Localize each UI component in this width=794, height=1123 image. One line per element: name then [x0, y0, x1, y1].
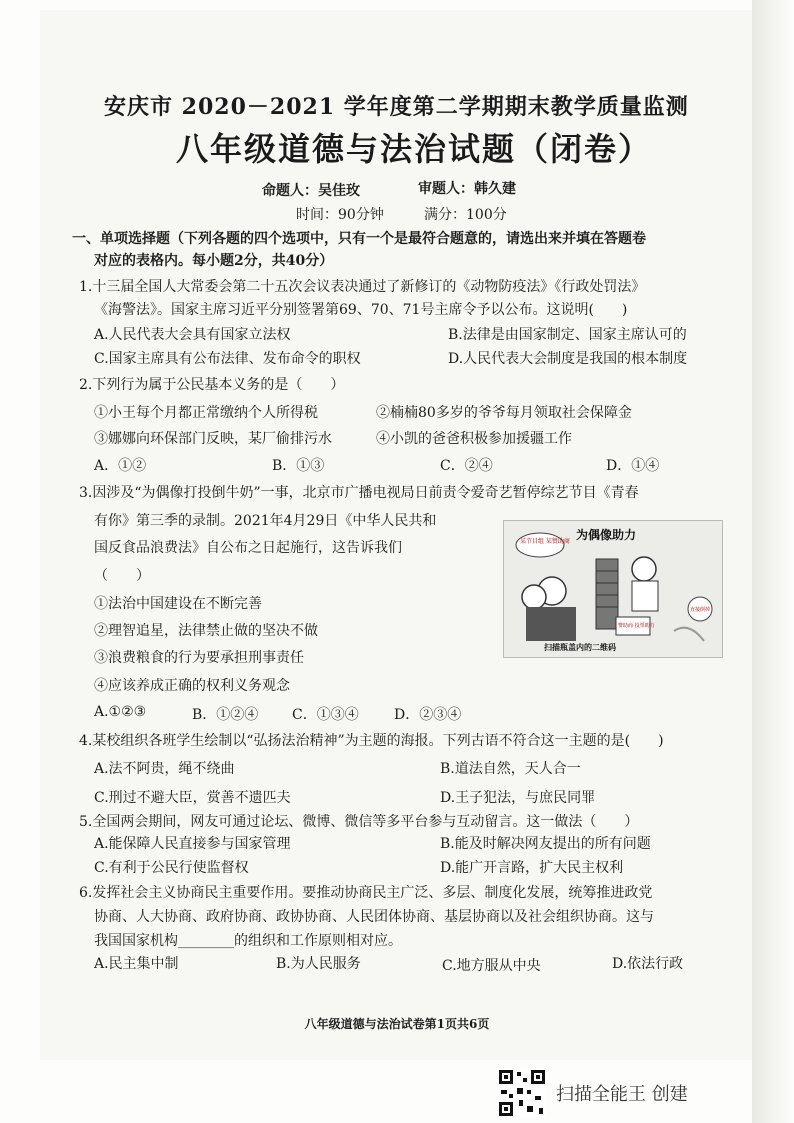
- q2-statement-1: ①小王每个月都正常缴纳个人所得税: [94, 405, 318, 421]
- q1-option-c: C.国家主席具有公布法律、发布命令的职权: [94, 351, 361, 367]
- q1-stem-line2: 《海警法》。国家主席习近平分别签署第69、70、71号主席令予以公布。这说明( ): [94, 302, 628, 318]
- q6-option-a: A.民主集中制: [94, 956, 179, 972]
- cartoon-bubble-1: 某节目组 某赞助商: [520, 538, 570, 545]
- q6-option-b: B.为人民服务: [276, 956, 361, 972]
- section-heading-cont: 对应的表格内。每小题2分，共40分）: [94, 253, 334, 269]
- q3-cartoon: [503, 520, 723, 658]
- q2-statement-4: ④小凯的爸爸积极参加援疆工作: [376, 431, 572, 447]
- q3-statement-4: ④应该养成正确的权利义务观念: [94, 678, 290, 694]
- q3-stem-line1: 3.因涉及“为偶像打投倒牛奶”一事，北京市广播电视局日前责令爱奇艺暂停综艺节目《青春: [79, 485, 639, 501]
- q3-option-a: A.①②③: [94, 704, 147, 720]
- q6-stem-line1: 6.发挥社会主义协商民主重要作用。要推动协商民主广泛、多层、制度化发展，统筹推进政党: [79, 885, 653, 901]
- q2-option-d: D．①④: [606, 458, 660, 474]
- cartoon-caption: 扫描瓶盖内的二维码: [544, 643, 616, 652]
- q3-statement-1: ①法治中国建设在不断完善: [94, 596, 262, 612]
- q6-stem-line3: 我国国家机构________的组织和工作原则相对应。: [94, 933, 402, 949]
- q1-stem-line1: 1.十三届全国人大常委会第二十五次会议表决通过了新修订的《动物防疫法》《行政处罚法》: [79, 279, 646, 295]
- section-heading: 一、单项选择题（下列各题的四个选项中，只有一个是最符合题意的，请选出来并填在答题卷: [72, 231, 646, 247]
- q3-statement-2: ②理智追星，法律禁止做的坚决不做: [94, 623, 318, 639]
- q6-stem-line2: 协商、人大协商、政府协商、政协协商、人民团体协商、基层协商以及社会组织协商。这与: [94, 909, 654, 925]
- scanner-watermark: 扫描全能王 创建: [556, 1084, 688, 1105]
- exam-time: 时间：90分钟: [296, 207, 384, 223]
- qr-code-icon: [497, 1068, 547, 1118]
- cartoon-box-label: 赞助商 投票助力: [618, 623, 655, 629]
- setter: 命题人：吴佳玫: [262, 183, 360, 199]
- q4-option-b: B.道法自然，天人合一: [440, 761, 581, 777]
- q3-statement-3: ③浪费粮食的行为要承担刑事责任: [94, 650, 304, 666]
- exam-title-line2: 八年级道德与法治试题（闭卷）: [176, 130, 653, 168]
- q6-option-c: C.地方服从中央: [442, 958, 541, 974]
- cartoon-title: 为偶像助力: [576, 528, 637, 542]
- cartoon-bubble-2: 直接倒掉: [690, 607, 711, 613]
- q4-stem: 4.某校组织各班学生绘制以“弘扬法治精神”为主题的海报。下列古语不符合这一主题的是( ): [79, 733, 664, 749]
- paper-shadow: [752, 0, 794, 1123]
- cartoon-illustration: [504, 521, 722, 657]
- q4-option-d: D.王子犯法，与庶民同罪: [440, 790, 596, 806]
- q3-stem-line3: 国反食品浪费法》自公布之日起施行，这告诉我们: [94, 540, 402, 556]
- q3-stem-line2: 有你》第三季的录制。2021年4月29日《中华人民共和: [94, 513, 437, 529]
- q5-option-c: C.有利于公民行使监督权: [94, 860, 249, 876]
- q4-option-c: C.刑过不避大臣，赏善不遗匹夫: [94, 790, 291, 806]
- q5-option-d: D.能广开言路，扩大民主权利: [440, 860, 624, 876]
- q2-option-a: A．①②: [94, 458, 147, 474]
- q6-option-d: D.依法行政: [612, 956, 684, 972]
- q1-option-d: D.人民代表大会制度是我国的根本制度: [448, 351, 688, 367]
- q5-stem: 5.全国两会期间，网友可通过论坛、微博、微信等多平台参与互动留言。这一做法（ ）: [79, 814, 639, 830]
- exam-title-line1: 安庆市 2020－2021 学年度第二学期期末教学质量监测: [104, 94, 689, 120]
- q1-option-a: A.人民代表大会具有国家立法权: [94, 327, 291, 343]
- q2-stem: 2.下列行为属于公民基本义务的是（ ）: [79, 377, 345, 393]
- exam-score: 满分：100分: [424, 207, 507, 223]
- q5-option-a: A.能保障人民直接参与国家管理: [94, 836, 291, 852]
- q5-option-b: B.能及时解决网友提出的所有问题: [440, 836, 651, 852]
- q1-option-b: B.法律是由国家制定、国家主席认可的: [448, 327, 687, 343]
- q3-option-d: D．②③④: [394, 707, 462, 723]
- q4-option-a: A.法不阿贵，绳不绕曲: [94, 761, 235, 777]
- reviewer: 审题人：韩久建: [418, 181, 516, 197]
- q2-option-c: C．②④: [440, 458, 493, 474]
- q3-stem-line4: （ ）: [94, 568, 150, 584]
- q2-statement-3: ③娜娜向环保部门反映，某厂偷排污水: [94, 431, 332, 447]
- page-footer: 八年级道德与法治试卷第1页共6页: [304, 1017, 490, 1031]
- q2-option-b: B．①③: [272, 458, 325, 474]
- q3-option-b: B．①②④: [192, 707, 259, 723]
- q2-statement-2: ②楠楠80多岁的爷爷每月领取社会保障金: [376, 405, 632, 421]
- q3-option-c: C．①③④: [292, 707, 359, 723]
